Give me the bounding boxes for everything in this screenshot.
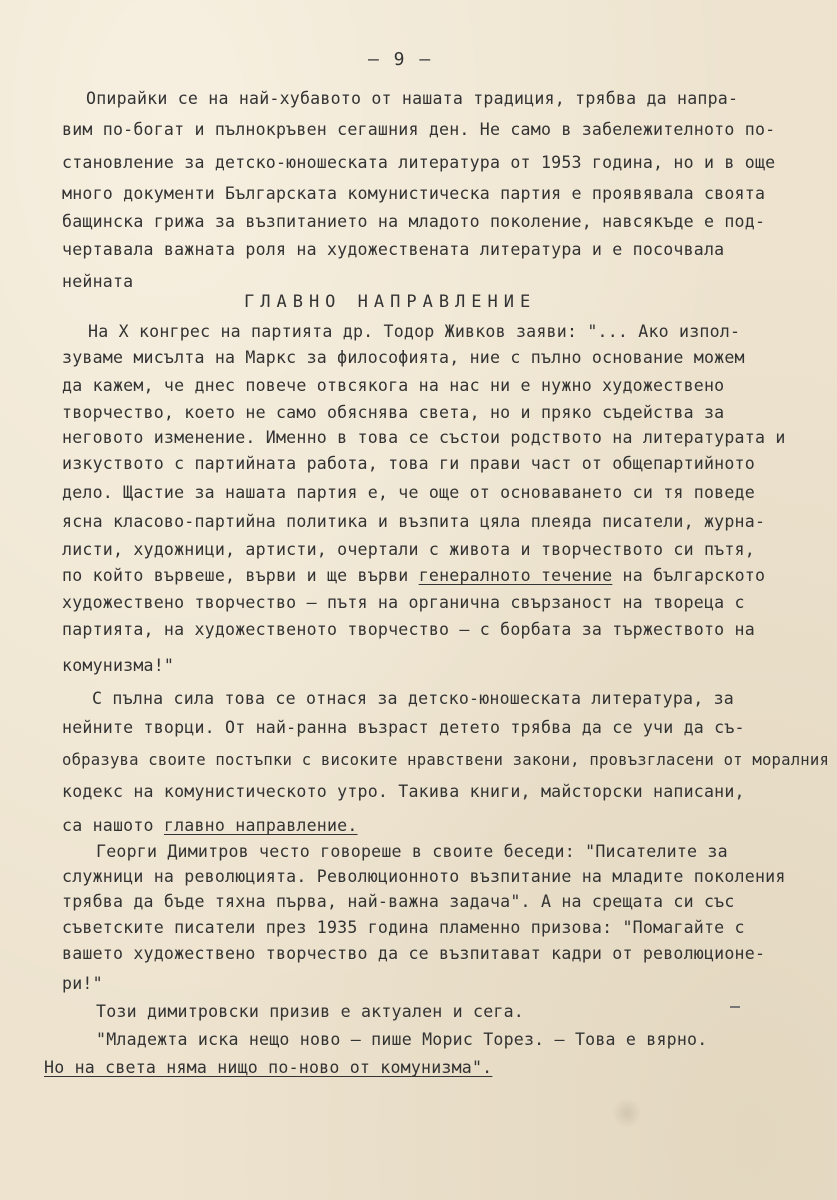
page-number: – 9 – [368,49,433,70]
text-fragment: са нашото [62,816,154,835]
text-line: ясна класово-партийна политика и възпита цяла плеяда писатели, журна- [62,512,766,531]
underlined-phrase: генералното течение [418,566,613,585]
text-line: зуваме мисълта на Маркс за философията, ние с пълно основание можем [62,348,745,367]
text-line: партията, на художественото творчество – с борбата за тържеството на [62,620,755,639]
ink-mark [730,1006,740,1008]
text-line: служници на революцията. Революционното възпитание на младите поколения [62,867,786,886]
text-line: чертавала важната роля на художествената литература и е посочвала [62,240,725,259]
text-line: становление за детско-юношеската литература от 1953 година, но и в още [62,153,776,172]
section-heading: ГЛАВНО НАПРАВЛЕНИЕ [244,292,537,312]
text-line: листи, художници, артисти, очертали с живота и творчеството си пътя, [62,540,755,559]
text-line: вашето художествено творчество да се възпитават кадри от революционе- [62,944,766,963]
text-line: да кажем, че днес повече отвсякога на нас ни е нужно художествено [62,376,725,395]
text-line: нейната [62,272,134,291]
text-line: Този димитровски призив е актуален и сега. [96,1002,524,1021]
text-line: много документи Българската комунистическа партия е проявявала своята [62,184,766,203]
text-line: На Х конгрес на партията др. Тодор Живков заяви: "... Ако изпол- [88,322,741,341]
text-line: Георги Димитров често говореше в своите беседи: "Писателите за [96,842,728,861]
text-line: художествено творчество – пътя на органична свързаност на твореца с [62,593,745,612]
underlined-phrase: главно направление. [163,816,358,835]
text-line: "Младежта иска нещо ново – пише Морис Торез. – Това е вярно. [96,1030,708,1049]
text-line: изкуството с партийната работа, това ги прави част от общепартийното [62,454,755,473]
text-line: съветските писатели през 1935 година пламенно призова: "Помагайте с [62,918,745,937]
text-line: нейните творци. От най-ранна възраст детето трябва да се учи да съ- [62,718,745,737]
text-line: вим по-богат и пълнокръвен сегашния ден. Не само в забележителното по- [62,120,776,139]
text-line: ри!" [62,974,103,993]
text-line: бащинска грижа за възпитанието на младото поколение, навсякъде е под- [62,212,766,231]
text-line: кодекс на комунистическото утро. Такива книги, майсторски написани, [62,782,745,801]
text-line: неговото изменение. Именно в това се състои родството на литературата и [62,428,786,447]
paper-stain [612,1098,642,1128]
text-line: С пълна сила това се отнася за детско-юношеската литература, за [92,689,734,708]
text-line [62,816,358,836]
text-line: образува своите постъпки с високите нравствени закони, провъзгласени от моралния [62,751,830,769]
text-fragment: по който вървеше, върви и ще върви [62,566,409,585]
text-line: творчество, което не само обяснява света, но и пряко съдейства за [62,403,725,422]
text-fragment: на българското [622,566,766,585]
text-line: трябва да бъде тяхна първа, най-важна задача". А на срещата си със [62,892,735,911]
text-line: Опирайки се на най-хубавото от нашата традиция, трябва да напра- [86,89,739,108]
text-line: Но на света няма нищо по-ново от комунизма". [44,1058,493,1077]
text-line: комунизма!" [62,656,175,675]
text-line: дело. Щастие за нашата партия е, че още от основаването си тя поведе [62,483,755,502]
text-line [62,566,765,586]
